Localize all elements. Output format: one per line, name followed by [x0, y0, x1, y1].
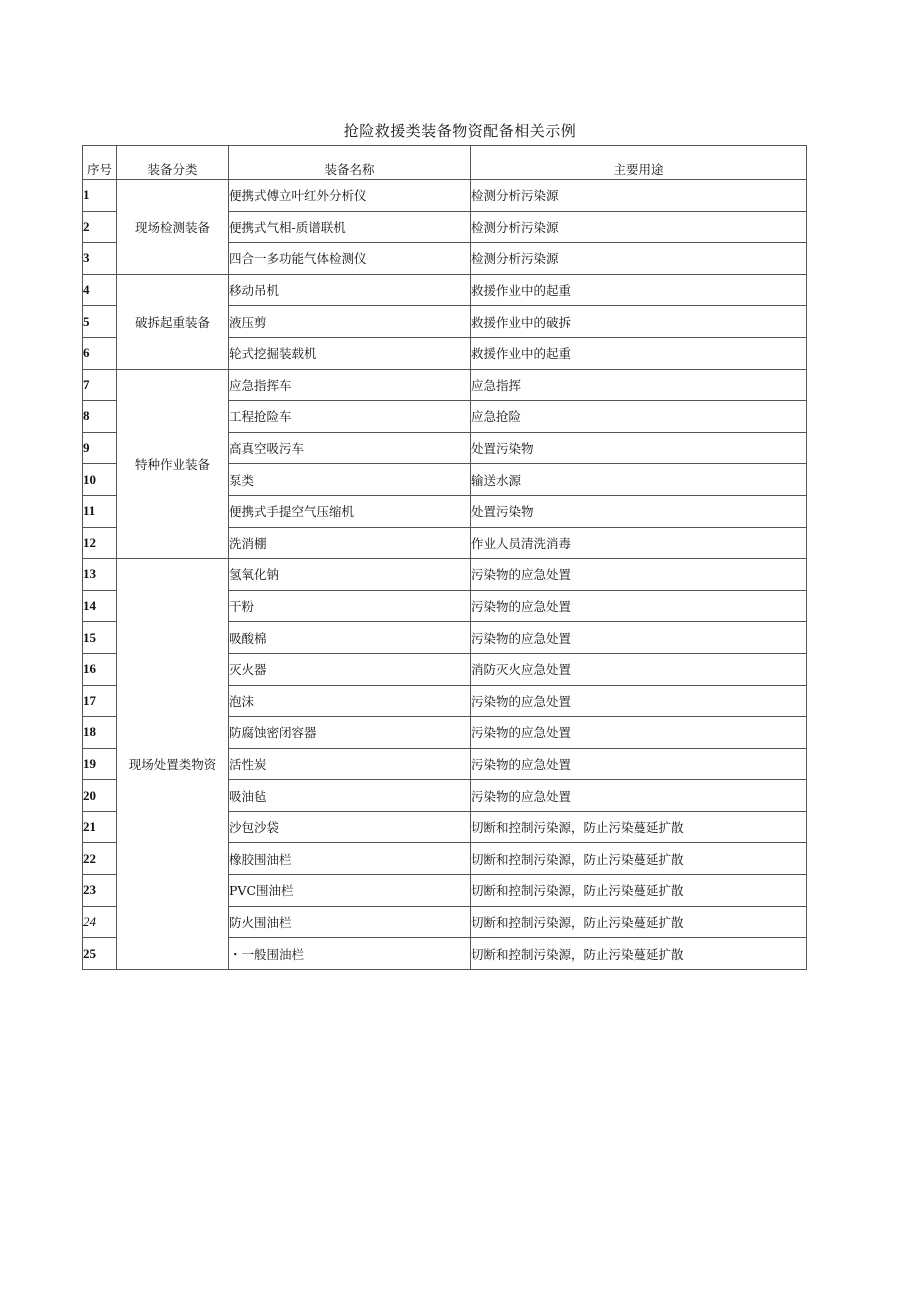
equipment-use: 切断和控制污染源，防止污染蔓延扩散: [471, 906, 807, 938]
equipment-name: ・一般围油栏: [229, 938, 471, 970]
row-no: 20: [83, 780, 117, 812]
table-row: [83, 369, 807, 401]
row-no: 15: [83, 622, 117, 654]
row-no: 18: [83, 717, 117, 749]
equipment-use: 应急指挥: [471, 369, 807, 401]
equipment-name: 防火围油栏: [229, 906, 471, 938]
category-cell: 现场处置类物资: [117, 559, 229, 970]
equipment-name: 吸酸棉: [229, 622, 471, 654]
equipment-name: 泡沫: [229, 685, 471, 717]
equipment-name: 四合一多功能气体检测仪: [229, 243, 471, 275]
equipment-name: 洗消棚: [229, 527, 471, 559]
equipment-use: 切断和控制污染源，防止污染蔓延扩散: [471, 811, 807, 843]
equipment-use: 救援作业中的起重: [471, 274, 807, 306]
equipment-name: 吸油毡: [229, 780, 471, 812]
table-row: [83, 559, 807, 591]
header-name: 装备名称: [229, 146, 471, 180]
category-cell: 现场检测装备: [117, 180, 229, 275]
equipment-use: 污染物的应急处置: [471, 590, 807, 622]
equipment-use: 污染物的应急处置: [471, 685, 807, 717]
header-no: 序号: [83, 146, 117, 180]
row-no: 11: [83, 495, 117, 527]
equipment-use: 消防灭火应急处置: [471, 653, 807, 685]
equipment-use: 污染物的应急处置: [471, 622, 807, 654]
equipment-use: 处置污染物: [471, 495, 807, 527]
equipment-name: 泵类: [229, 464, 471, 496]
equipment-use: 应急抢险: [471, 401, 807, 433]
row-no: 6: [83, 337, 117, 369]
row-no: 13: [83, 559, 117, 591]
row-no: 5: [83, 306, 117, 338]
equipment-use: 处置污染物: [471, 432, 807, 464]
table-header-row: [83, 146, 807, 180]
row-no: 25: [83, 938, 117, 970]
equipment-name: 移动吊机: [229, 274, 471, 306]
row-no: 14: [83, 590, 117, 622]
row-no: 8: [83, 401, 117, 433]
row-no: 17: [83, 685, 117, 717]
row-no: 9: [83, 432, 117, 464]
row-no: 16: [83, 653, 117, 685]
header-use: 主要用途: [471, 146, 807, 180]
equipment-name: PVC围油栏: [229, 875, 471, 907]
equipment-use: 污染物的应急处置: [471, 717, 807, 749]
equipment-use: 救援作业中的起重: [471, 337, 807, 369]
equipment-name: 活性炭: [229, 748, 471, 780]
equipment-table: [82, 145, 807, 970]
equipment-use: 检测分析污染源: [471, 243, 807, 275]
equipment-use: 检测分析污染源: [471, 211, 807, 243]
equipment-name: 沙包沙袋: [229, 811, 471, 843]
equipment-name: 防腐蚀密闭容器: [229, 717, 471, 749]
equipment-use: 污染物的应急处置: [471, 559, 807, 591]
equipment-name: 液压剪: [229, 306, 471, 338]
row-no: 23: [83, 875, 117, 907]
row-no: 22: [83, 843, 117, 875]
equipment-name: 干粉: [229, 590, 471, 622]
row-no: 10: [83, 464, 117, 496]
category-cell: 破拆起重装备: [117, 274, 229, 369]
equipment-use: 切断和控制污染源，防止污染蔓延扩散: [471, 843, 807, 875]
equipment-use: 救援作业中的破拆: [471, 306, 807, 338]
row-no: 1: [83, 180, 117, 212]
equipment-use: 检测分析污染源: [471, 180, 807, 212]
row-no: 3: [83, 243, 117, 275]
table-row: [83, 274, 807, 306]
equipment-name: 便携式气相-质谱联机: [229, 211, 471, 243]
equipment-name: 工程抢险车: [229, 401, 471, 433]
equipment-use: 作业人员清洗消毒: [471, 527, 807, 559]
category-cell: 特种作业装备: [117, 369, 229, 559]
equipment-use: 切断和控制污染源，防止污染蔓延扩散: [471, 938, 807, 970]
equipment-use: 切断和控制污染源，防止污染蔓延扩散: [471, 875, 807, 907]
row-no: 24: [83, 906, 117, 938]
document-title: 抢险救援类装备物资配备相关示例: [343, 122, 577, 140]
equipment-use: 污染物的应急处置: [471, 748, 807, 780]
equipment-name: 轮式挖掘装载机: [229, 337, 471, 369]
row-no: 7: [83, 369, 117, 401]
table-body: [83, 180, 807, 970]
equipment-name: 橡胶围油栏: [229, 843, 471, 875]
header-category: 装备分类: [117, 146, 229, 180]
row-no: 2: [83, 211, 117, 243]
equipment-name: 高真空吸污车: [229, 432, 471, 464]
equipment-name: 应急指挥车: [229, 369, 471, 401]
row-no: 21: [83, 811, 117, 843]
row-no: 19: [83, 748, 117, 780]
equipment-use: 污染物的应急处置: [471, 780, 807, 812]
equipment-name: 灭火器: [229, 653, 471, 685]
equipment-use: 输送水源: [471, 464, 807, 496]
row-no: 4: [83, 274, 117, 306]
row-no: 12: [83, 527, 117, 559]
equipment-name: 便携式手提空气压缩机: [229, 495, 471, 527]
equipment-name: 便携式傅立叶红外分析仪: [229, 180, 471, 212]
table-row: [83, 180, 807, 212]
equipment-name: 氢氧化钠: [229, 559, 471, 591]
